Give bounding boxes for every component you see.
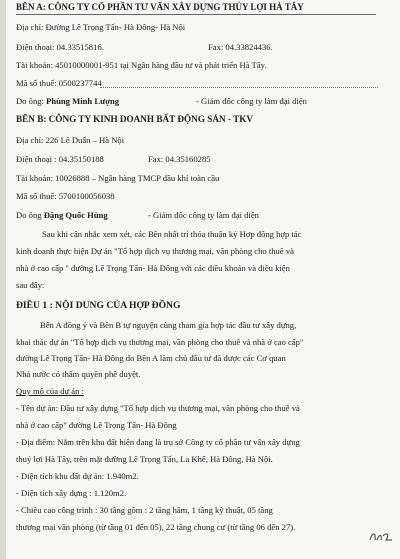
party-a-rep: [16, 96, 119, 107]
scan-edge: [0, 0, 6, 559]
article-1-para-line: Bên A đồng ý và Bên B tự nguyện cùng tham gia hợp tác đầu tư xây dựng,: [40, 320, 297, 330]
party-a-rep-name: Phùng Minh Lượng: [46, 96, 120, 106]
scope-item: - Địa điểm: Nằm trên khu đất hiện đang là trụ sở Công ty cổ phần tư vấn xây dựng: [16, 437, 300, 447]
party-b-rep: [16, 210, 108, 221]
scope-item: thuỷ lợi Hà Tây, trên mặt đường Lê Trọng Tấn, La Khê, Hà Đông, Hà Nội.: [16, 454, 273, 464]
party-b-rep-role: - Giám đốc công ty làm đại diện: [148, 210, 259, 220]
party-b-phone: Điện thoại : 04.35150188: [16, 154, 104, 164]
party-b-title: BÊN B: CÔNG TY KINH DOANH BẤT ĐỘNG SẢN - TKV: [16, 114, 254, 124]
article-1-para-line: Nhà nước có thẩm quyền phê duyệt.: [16, 369, 141, 379]
party-a-rep-role: - Giám đốc công ty làm đại diện: [196, 96, 307, 106]
party-b-address: Địa chỉ: 226 Lê Duẩn – Hà Nội: [16, 135, 125, 145]
scope-item: - Diện tích xây dựng : 1.120m2.: [16, 488, 127, 498]
party-b-account: Tài khoản: 10026888 – Ngân hàng TMCP dầu khí toàn cầu: [16, 173, 220, 183]
party-b-fax: Fax: 04.35160285: [148, 154, 211, 164]
party-a-title: BÊN A: CÔNG TY CỔ PHẦN TƯ VẤN XÂY DỰNG THỦY LỢI HÀ TÂY: [16, 2, 304, 12]
party-a-tax: Mã số thuế: 0500237744: [16, 78, 102, 88]
party-a-fax: Fax: 04.33824436.: [208, 42, 273, 52]
rep-prefix: Do ông:: [16, 96, 44, 106]
party-b-tax: Mã số thuế: 5700100056038: [16, 191, 115, 201]
scope-item: - Chiều cao công trình : 30 tầng gồm : 2 tầng hầm, 1 tầng kỹ thuật, 05 tầng: [16, 505, 273, 515]
handwritten-initials: [368, 528, 394, 544]
intro-line: nhà ở cao cấp " đường Lê Trọng Tấn- Hà Đông với các điều khoản và điều kiện: [16, 263, 290, 273]
party-a-account: Tài khoản: 45010000001-951 tại Ngân hàng đầu tư và phát triển Hà Tây.: [16, 60, 267, 70]
rep-prefix: Do ông: [16, 210, 42, 220]
scope-item: nhà ở cao cấp" đường Lê Trọng Tấn- Hà Đông: [16, 420, 177, 430]
party-a-address: Địa chỉ: Đường Lê Trọng Tấn- Hà Đông- Hà Nội: [16, 22, 186, 32]
article-1-para-line: khai thác dự án "Tổ hợp dịch vụ thương mại, văn phòng cho thuê và nhà ở cao cấp": [16, 337, 304, 347]
article-1-para-line: đường Lê Trọng Tấn- Hà Đông do Bên A làm chủ đầu tư đã được các Cơ quan: [16, 353, 286, 363]
dotted-line: [100, 87, 378, 88]
top-rule: [16, 14, 376, 15]
party-b-rep-name: Đặng Quốc Hùng: [43, 210, 108, 220]
intro-line: kinh doanh thực hiện Dự án "Tổ hợp dịch vụ thương mại, văn phòng cho thuê và: [16, 246, 294, 256]
scope-heading: Quy mô của dự án :: [16, 386, 84, 396]
scope-item: thương mại văn phòng (từ tầng 01 đến 05), 22 tầng chung cư (từ tầng 06 đến 27).: [16, 522, 296, 532]
scope-item: - Tên dự án: Đầu tư xây dựng "Tổ hợp dịch vụ thương mại, văn phòng cho thuê và: [16, 403, 300, 413]
intro-line: sau đây:: [16, 280, 45, 290]
article-1-heading: ĐIỀU 1 : NỘI DUNG CỦA HỢP ĐỒNG: [16, 300, 181, 311]
intro-line: Sau khi cân nhắc xem xét, các Bên nhất trí thỏa thuận ký Hợp đồng hợp tác: [42, 229, 302, 239]
scope-item: - Diện tích khu đất dự án: 1.940m2.: [16, 471, 139, 481]
party-a-phone: Điện thoại: 04.33515816.: [16, 42, 104, 52]
